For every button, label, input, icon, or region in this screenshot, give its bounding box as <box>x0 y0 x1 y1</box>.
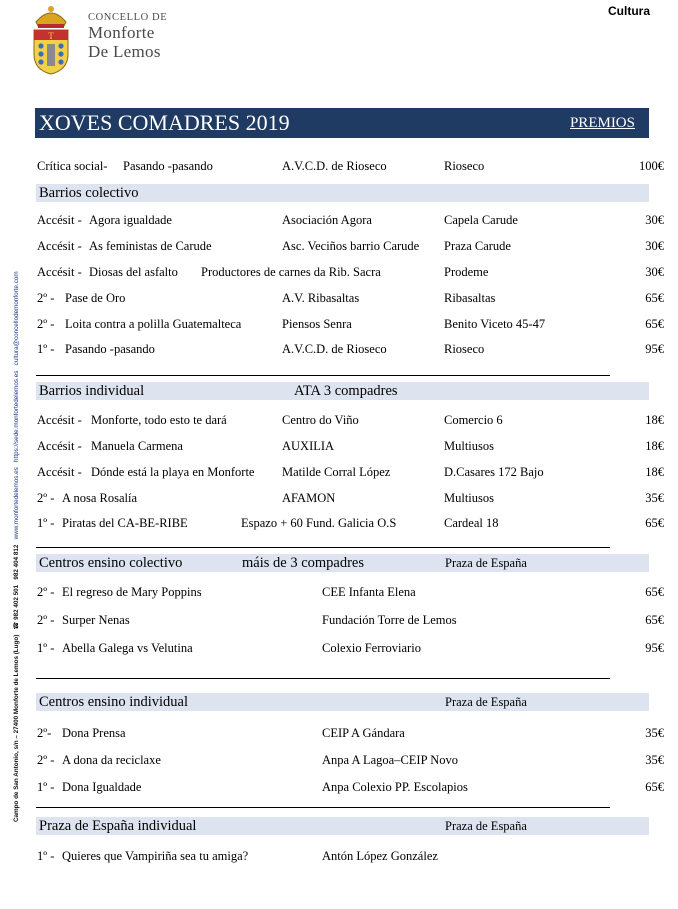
entry-org: A.V.C.D. de Rioseco <box>282 342 387 356</box>
entry-name: Surper Nenas <box>62 613 130 627</box>
prize-amount: 65€ <box>645 780 664 794</box>
prize-amount: 35€ <box>645 491 664 505</box>
section-header <box>36 184 649 202</box>
prize-amount: 35€ <box>645 753 664 767</box>
entry-place: Rioseco <box>444 159 485 173</box>
prize-label: Accésit - <box>37 213 82 227</box>
prize-amount: 18€ <box>645 439 664 453</box>
entry-org: Productores de carnes da Rib. Sacra <box>201 265 381 279</box>
entry-name: Piratas del CA-BE-RIBE <box>62 516 188 530</box>
prize-label: 1º - <box>37 516 55 530</box>
entry-name: Loita contra a polilla Guatemalteca <box>65 317 242 331</box>
prize-label: Crítica social- <box>37 159 108 173</box>
entry-place: Comercio 6 <box>444 413 503 427</box>
entry-name: Abella Galega vs Velutina <box>62 641 193 655</box>
divider <box>36 547 610 548</box>
divider <box>36 678 610 679</box>
prize-amount: 95€ <box>645 342 664 356</box>
prize-label: 1º - <box>37 641 55 655</box>
entry-name: A dona da reciclaxe <box>62 753 161 767</box>
entry-place: Benito Viceto 45-47 <box>444 317 546 331</box>
section-header <box>36 554 649 572</box>
entry-name: Dona Igualdade <box>62 780 142 794</box>
section-title: Barrios colectivo <box>39 185 139 201</box>
prize-label: 2º - <box>37 291 55 305</box>
entry-name: Monforte, todo esto te dará <box>91 413 227 427</box>
prize-amount: 65€ <box>645 291 664 305</box>
section-header <box>36 693 649 711</box>
prize-amount: 100€ <box>639 159 664 173</box>
prize-amount: 35€ <box>645 726 664 740</box>
prize-label: 1º - <box>37 780 55 794</box>
entry-name: Diosas del asfalto <box>89 265 178 279</box>
entry-place: Multiusos <box>444 491 495 505</box>
prize-label: Accésit - <box>37 265 82 279</box>
section-header <box>36 382 649 400</box>
coat-of-arms-logo <box>30 2 72 76</box>
prize-label: 2º - <box>37 491 55 505</box>
org-line-2: Monforte <box>88 23 155 42</box>
fax: 982 404 812 <box>13 544 20 580</box>
entry-place: D.Casares 172 Bajo <box>444 465 544 479</box>
section-location: Praza de España <box>445 695 527 709</box>
entry-org: Antón López González <box>322 849 438 863</box>
entry-org: Espazo + 60 Fund. Galicia O.S <box>241 516 397 530</box>
divider <box>36 375 610 376</box>
prize-amount: 30€ <box>645 213 664 227</box>
entry-name: Dónde está la playa en Monforte <box>91 465 255 479</box>
page-title: XOVES COMADRES 2019 <box>39 110 290 135</box>
entry-name: Pasando -pasando <box>123 159 213 173</box>
entry-name: El regreso de Mary Poppins <box>62 585 202 599</box>
entry-org: Anpa Colexio PP. Escolapios <box>322 780 468 794</box>
sede-link[interactable]: https://sede.monfortedelemos.es <box>13 370 20 462</box>
phone: ☎ 982 402 501 <box>13 584 20 630</box>
entry-place: Capela Carude <box>444 213 518 227</box>
prize-label: 2º - <box>37 317 55 331</box>
section-title: Praza de España individual <box>39 818 197 834</box>
prize-amount: 30€ <box>645 265 664 279</box>
entry-place: Rioseco <box>444 342 485 356</box>
section-title: Centros ensino colectivo <box>39 555 183 571</box>
entry-name: Pase de Oro <box>65 291 126 305</box>
entry-place: Prodeme <box>444 265 489 279</box>
entry-place: Praza Carude <box>444 239 511 253</box>
entry-org: Piensos Senra <box>282 317 352 331</box>
entry-place: Ribasaltas <box>444 291 496 305</box>
entry-org: Centro do Viño <box>282 413 359 427</box>
entry-org: Colexio Ferroviario <box>322 641 421 655</box>
entry-org: Anpa A Lagoa–CEIP Novo <box>322 753 458 767</box>
entry-org: CEE Infanta Elena <box>322 585 416 599</box>
entry-name: Manuela Carmena <box>91 439 183 453</box>
entry-name: Dona Prensa <box>62 726 126 740</box>
entry-name: Quieres que Vampiriña sea tu amiga? <box>62 849 249 863</box>
entry-name: Pasando -pasando <box>65 342 155 356</box>
prize-amount: 65€ <box>645 585 664 599</box>
prize-amount: 18€ <box>645 413 664 427</box>
prize-label: 2º - <box>37 585 55 599</box>
prize-label: Accésit - <box>37 239 82 253</box>
section-subtitle: máis de 3 compadres <box>242 555 365 571</box>
divider <box>36 807 610 808</box>
entry-place: Multiusos <box>444 439 495 453</box>
entry-org: Asc. Veciños barrio Carude <box>282 239 420 253</box>
section-title: Centros ensino individual <box>39 694 189 710</box>
entry-org: Matilde Corral López <box>282 465 391 479</box>
section-header <box>36 817 649 835</box>
organization-name <box>88 12 167 61</box>
side-contact-strip <box>13 122 20 822</box>
section-location: Praza de España <box>445 556 527 570</box>
entry-org: A.V. Ribasaltas <box>282 291 360 305</box>
svg-text:T: T <box>48 31 54 41</box>
entry-place: Cardeal 18 <box>444 516 499 530</box>
entry-name: Agora igualdade <box>89 213 172 227</box>
prize-amount: 65€ <box>645 317 664 331</box>
prize-amount: 18€ <box>645 465 664 479</box>
entry-org: AUXILIA <box>282 439 335 453</box>
entry-name: A nosa Rosalía <box>62 491 137 505</box>
prize-label: 1º - <box>37 342 55 356</box>
prize-amount: 65€ <box>645 516 664 530</box>
section-location: Praza de España <box>445 819 527 833</box>
prize-label: Accésit - <box>37 439 82 453</box>
entry-org: AFAMON <box>282 491 336 505</box>
title-bar <box>35 108 649 138</box>
prize-amount: 65€ <box>645 613 664 627</box>
section-subtitle: ATA 3 compadres <box>294 383 398 399</box>
address: Campo de San Antonio, s/n – 27400 Monforte de Lemos (Lugo) <box>13 634 20 822</box>
section-title: Barrios individual <box>39 383 145 399</box>
entry-org: Asociación Agora <box>282 213 372 227</box>
entry-org: A.V.C.D. de Rioseco <box>282 159 387 173</box>
entry-name: As feministas de Carude <box>89 239 212 253</box>
department-label: Cultura <box>608 4 650 18</box>
prize-label: 2º - <box>37 613 55 627</box>
prize-label: 1º - <box>37 849 55 863</box>
email-link[interactable]: cultura@concellodemonforte.com <box>13 271 20 366</box>
website-link[interactable]: www.monfortedelemos.es <box>13 467 20 540</box>
entry-org: CEIP A Gándara <box>322 726 405 740</box>
premios-link[interactable]: PREMIOS <box>569 115 635 131</box>
prize-label: 2º - <box>37 753 55 767</box>
prize-label: Accésit - <box>37 465 82 479</box>
prize-amount: 95€ <box>645 641 664 655</box>
prize-label: Accésit - <box>37 413 82 427</box>
org-line-3: De Lemos <box>88 42 161 61</box>
prize-amount: 30€ <box>645 239 664 253</box>
prize-label: 2º- <box>37 726 52 740</box>
org-line-1: CONCELLO DE <box>88 12 168 23</box>
entry-org: Fundación Torre de Lemos <box>322 613 457 627</box>
